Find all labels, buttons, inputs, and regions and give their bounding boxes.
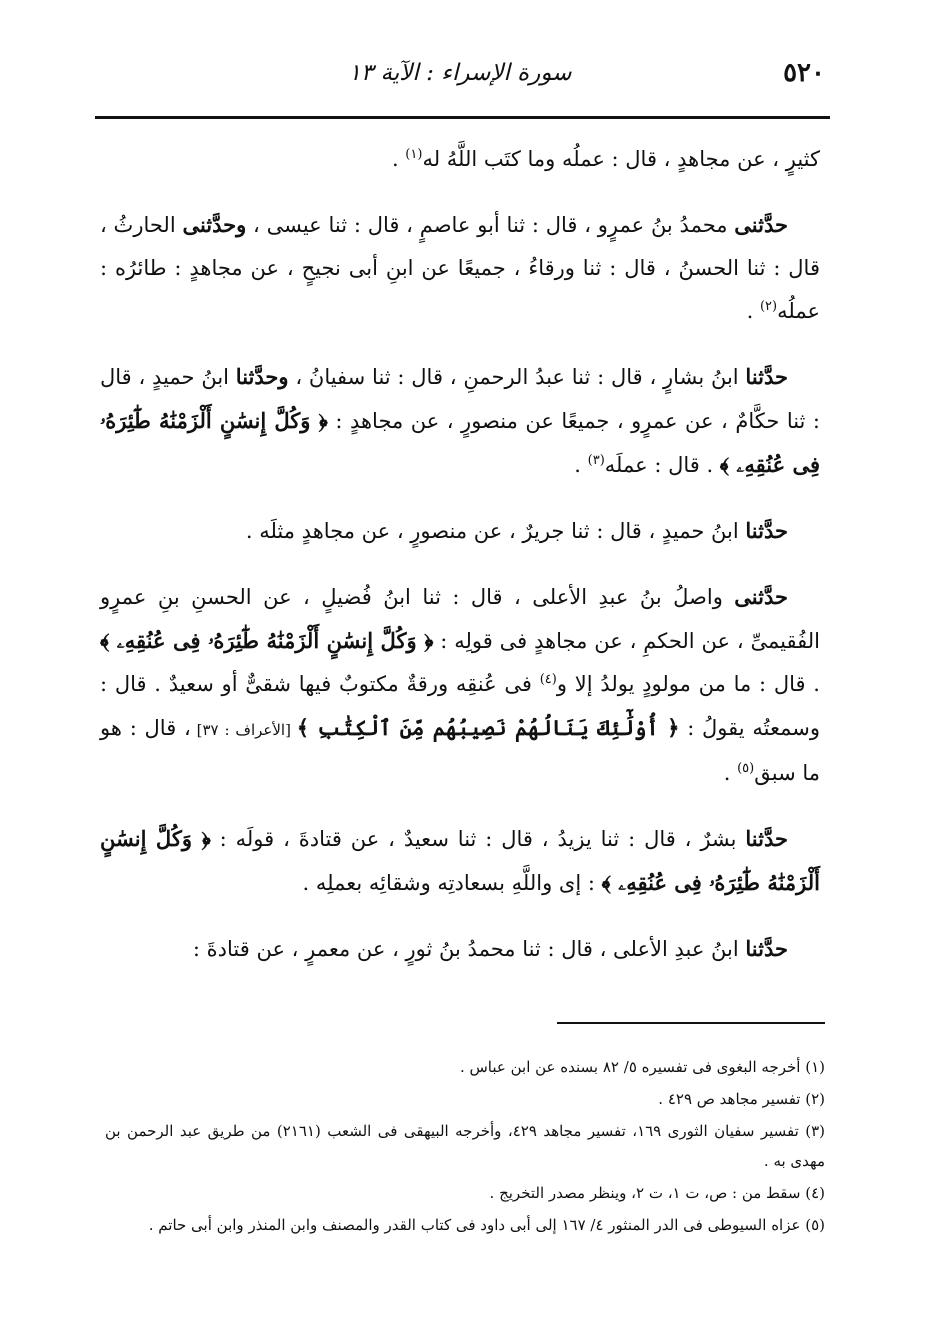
narration-lead: حدَّثنى [734, 584, 788, 609]
text: ابنُ بشارٍ ، قال : ثنا عبدُ الرحمنِ ، قال : ثنا سفيانُ ، [288, 365, 746, 389]
paragraph-5 [100, 575, 820, 795]
narration-lead: حدَّثنا [745, 826, 788, 851]
running-title: سورة الإسراء : الآية ١٣ [348, 60, 572, 86]
narration-lead: حدَّثنا [745, 364, 789, 389]
quran-verse: ﴿ أُوْلَٰٓئِكَ يَنَالُهُمْ نَصِيبُهُم مِّنَ ٱلْكِتَٰبِ ﴾ [296, 715, 680, 740]
main-text [100, 138, 820, 993]
narration-lead: وحدَّثنى [182, 212, 247, 237]
narration-lead: حدَّثنا [745, 936, 788, 961]
text: . [746, 299, 760, 323]
footnote-2: (٢) تفسير مجاهد ص ٤٢٩ . [658, 1090, 825, 1108]
text: واصلُ بنُ عبدِ الأعلى ، قال : ثنا ابنُ فُضيلٍ ، عن الحسنِ بنِ عمرٍو الفُقيمىِّ ، عن الحكمِ ، عن مجاهدٍ فى قولِه : [100, 585, 820, 653]
text: ابنُ حميدٍ ، قال : ثنا حكَّامٌ ، عن عمرٍو ، جميعًا عن منصورٍ ، عن مجاهدٍ : [100, 365, 820, 433]
narration-lead: وحدَّثنا [235, 364, 289, 389]
quran-verse: ﴿ وَكُلَّ إِنسَٰنٍ أَلْزَمْنَٰهُ طَٰٓئِرَهُۥ فِى عُنُقِهِۦ ﴾ [100, 408, 820, 477]
paragraph-7 [100, 927, 820, 971]
verse-citation: [الأعراف : ٣٧] [190, 721, 297, 739]
footnote-rule [557, 1022, 825, 1024]
text: . قال : عملَه [604, 453, 720, 477]
text: . [391, 147, 406, 171]
paragraph-3 [100, 355, 820, 487]
narration-lead: حدَّثنى [734, 212, 788, 237]
text: الحارثُ ، قال : ثنا الحسنُ ، قال : ثنا ورقاءُ ، جميعًا عن ابنِ أبى نجيحٍ ، عن مجاهدٍ : طائرُه : عملُه [100, 213, 820, 323]
footnote-1: (١) أخرجه البغوى فى تفسيره ٥/ ٨٢ بسنده عن ابن عباس . [459, 1058, 825, 1076]
footnote-3: (٣) تفسير سفيان الثورى ١٦٩، تفسير مجاهد ٤٢٩، وأخرجه البيهقى فى الشعب (٢١٦١) من طريق عبد الرحمن بن مهدى به . [105, 1122, 825, 1170]
text: كثيرٍ ، عن مجاهدٍ ، قال : عملُه وما كتَب اللَّهُ له [422, 147, 820, 171]
footnote-ref[interactable]: (٢) [759, 299, 778, 314]
text: : إى واللَّهِ بسعادتِه وشقائِه بعملِه . [302, 871, 602, 895]
text: . [574, 453, 588, 477]
footnote-4: (٤) سقط من : ص، ت ١، ت ٢، وينظر مصدر التخريج . [489, 1184, 825, 1202]
footnote-ref[interactable]: (٥) [737, 761, 755, 776]
quran-verse: ﴿ وَكُلَّ إِنسَٰنٍ أَلْزَمْنَٰهُ طَٰٓئِرَهُۥ فِى عُنُقِهِۦ ﴾ [100, 826, 820, 895]
footnotes [105, 1052, 825, 1242]
header-rule [95, 116, 830, 119]
text: محمدُ بنُ عمرٍو ، قال : ثنا أبو عاصمٍ ، قال : ثنا عيسى ، [246, 213, 735, 237]
footnote-ref[interactable]: (١) [405, 147, 423, 162]
quran-verse: ﴿ وَكُلَّ إِنسَٰنٍ أَلْزَمْنَٰهُ طَٰٓئِرَهُۥ فِى عُنُقِهِۦ ﴾ [100, 628, 434, 653]
text: . [723, 761, 738, 785]
text: بشرٌ ، قال : ثنا يزيدُ ، قال : ثنا سعيدٌ ، عن قتادةَ ، قولَه : [210, 827, 746, 851]
text: فى عُنقِه ورقةٌ مكتوبٌ فيها شقىٌّ أو سعيدٌ . قال : وسمعتُه يقولُ : [100, 672, 820, 740]
page-number: ٥٢٠ [783, 58, 825, 88]
footnote-ref[interactable]: (٤) [539, 672, 557, 687]
text: ، قال : هو ما سبق [100, 716, 820, 785]
text: . قال : ما من مولودٍ يولدُ إلا و [556, 672, 820, 696]
paragraph-6 [100, 817, 820, 905]
text: ابنُ عبدِ الأعلى ، قال : ثنا محمدُ بنُ ثورٍ ، عن معمرٍ ، عن قتادةَ : [192, 937, 746, 961]
text: ابنُ حميدٍ ، قال : ثنا جريرٌ ، عن منصورٍ ، عن مجاهدٍ مثلَه . [245, 519, 746, 543]
paragraph-2 [100, 203, 820, 333]
page-header [95, 52, 825, 92]
narration-lead: حدَّثنا [745, 518, 788, 543]
footnote-ref[interactable]: (٣) [587, 453, 605, 468]
footnote-5: (٥) عزاه السيوطى فى الدر المنثور ٤/ ١٦٧ إلى أبى داود فى كتاب القدر والمصنف وابن المنذر وابن أبى حاتم . [148, 1216, 825, 1234]
paragraph-4 [100, 509, 820, 553]
paragraph-1 [100, 138, 820, 181]
